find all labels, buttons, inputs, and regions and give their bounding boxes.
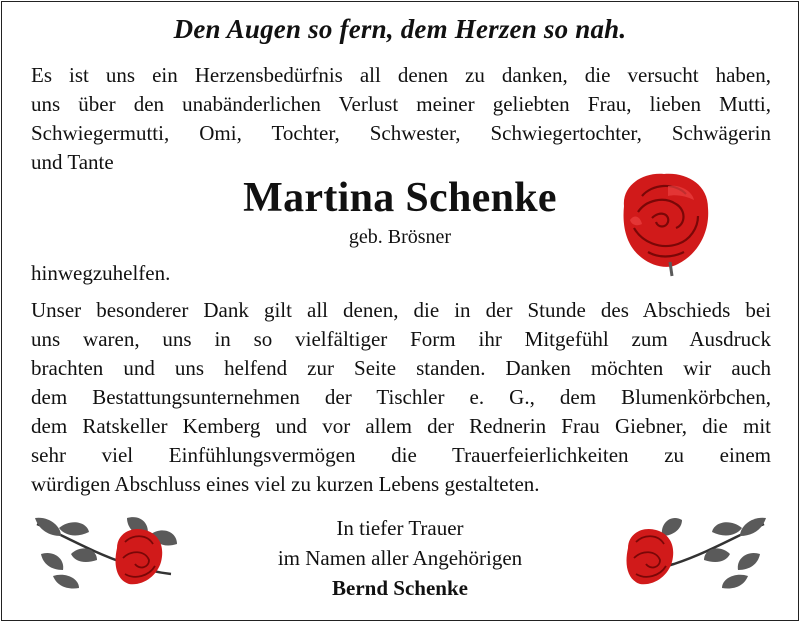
rose-with-leaves-icon [620, 514, 770, 594]
rose-with-leaves-icon [31, 514, 181, 594]
intro-paragraph [31, 61, 771, 177]
deceased-name: Martina Schenke [243, 175, 557, 221]
thanks-line: Unser besonderer Dank gilt all denen, die in der Stunde des Abschieds bei [31, 298, 771, 322]
intro-line: und Tante [31, 150, 114, 174]
help-line: hinwegzuhelfen. [31, 261, 171, 285]
thanks-paragraph [31, 296, 771, 499]
thanks-line: brachten und uns helfend zur Seite standen. Danken möchten wir auch [31, 356, 771, 380]
help-paragraph [31, 259, 771, 288]
thanks-line: sehr viel Einfühlungsvermögen die Trauerfeierlichkeiten zu einem [31, 443, 771, 467]
intro-line: uns über den unabänderlichen Verlust meiner geliebten Frau, lieben Mutti, [31, 92, 771, 116]
signer-name: Bernd Schenke [332, 576, 468, 600]
thanks-line: dem Ratskeller Kemberg und vor allem der Rednerin Frau Giebner, die mit [31, 414, 771, 438]
motto-heading: Den Augen so fern, dem Herzen so nah. [173, 14, 627, 44]
maiden-name: geb. Brösner [348, 226, 452, 248]
closing-line: im Namen aller Angehörigen [277, 546, 523, 570]
closing-line: In tiefer Trauer [336, 516, 464, 540]
intro-line: Schwiegermutti, Omi, Tochter, Schwester, Schwiegertochter, Schwägerin [31, 121, 771, 145]
closing-block [200, 513, 600, 603]
thanks-line: dem Bestattungsunternehmen der Tischler e. G., dem Blumenkörbchen, [31, 385, 771, 409]
thanks-line: würdigen Abschluss eines viel zu kurzen Lebens gestalteten. [31, 472, 540, 496]
intro-line: Es ist uns ein Herzensbedürfnis all denen zu danken, die versucht haben, [31, 63, 771, 87]
thanks-line: uns waren, uns in so vielfältiger Form ihr Mitgefühl zum Ausdruck [31, 327, 771, 351]
